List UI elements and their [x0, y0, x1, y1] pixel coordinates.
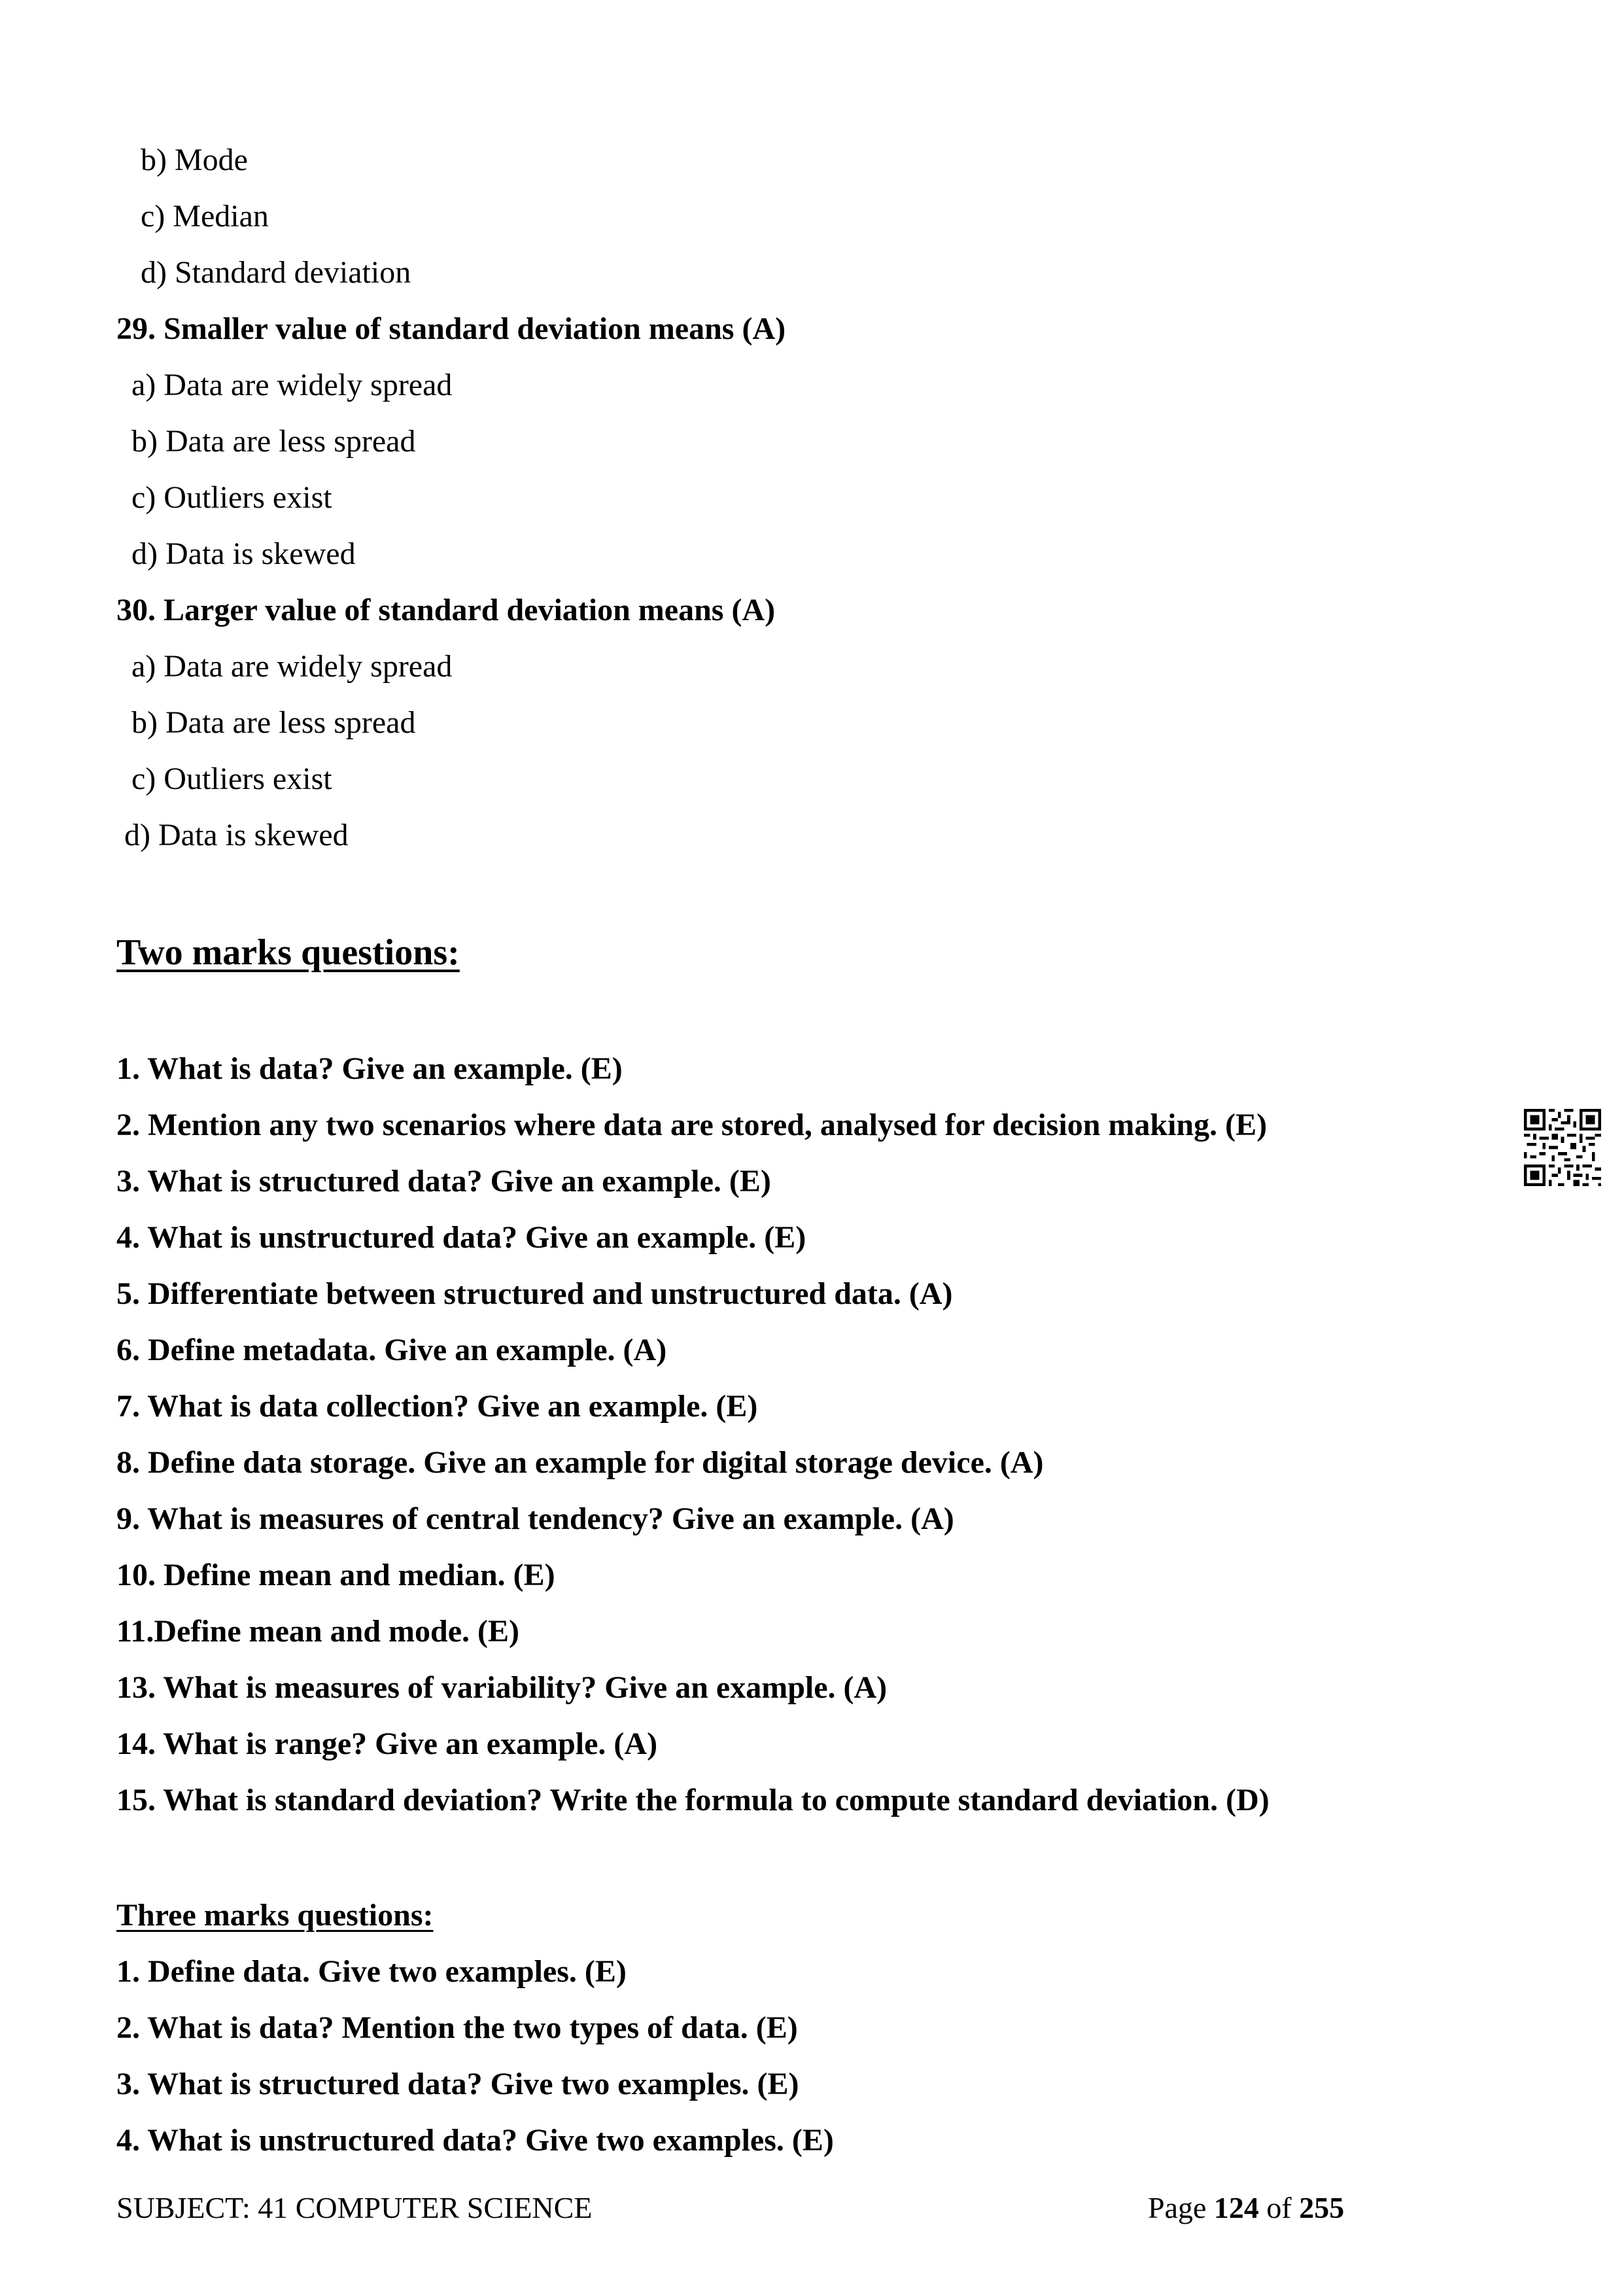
two-marks-q4: 4. What is unstructured data? Give an example. (E) — [116, 1220, 806, 1255]
three-marks-q4: 4. What is unstructured data? Give two examples. (E) — [116, 2123, 834, 2158]
two-marks-q6: 6. Define metadata. Give an example. (A) — [116, 1333, 667, 1367]
three-marks-q2: 2. What is data? Mention the two types of data. (E) — [116, 2010, 798, 2045]
two-marks-q5: 5. Differentiate between structured and unstructured data. (A) — [116, 1276, 953, 1311]
q29-option-b: b) Data are less spread — [131, 424, 416, 459]
q29-option-d: d) Data is skewed — [131, 536, 356, 571]
two-marks-q13: 13. What is measures of variability? Give an example. (A) — [116, 1670, 888, 1705]
q29-option-c: c) Outliers exist — [131, 480, 332, 515]
three-marks-q3: 3. What is structured data? Give two examples. (E) — [116, 2067, 799, 2101]
footer-subject: SUBJECT: 41 COMPUTER SCIENCE — [116, 2191, 593, 2224]
question-30: 30. Larger value of standard deviation means (A) — [116, 593, 776, 627]
q30-option-b: b) Data are less spread — [131, 705, 416, 740]
two-marks-q8: 8. Define data storage. Give an example for digital storage device. (A) — [116, 1445, 1044, 1480]
two-marks-q10: 10. Define mean and median. (E) — [116, 1558, 555, 1592]
qr-code-icon — [1524, 1109, 1601, 1186]
q30-option-d: d) Data is skewed — [124, 818, 349, 852]
two-marks-q15: 15. What is standard deviation? Write the formula to compute standard deviation. (D) — [116, 1783, 1270, 1817]
two-marks-q7: 7. What is data collection? Give an example. (E) — [116, 1389, 758, 1424]
q30-option-a: a) Data are widely spread — [131, 649, 453, 684]
q30-option-c: c) Outliers exist — [131, 762, 332, 796]
option-prev-b: b) Mode — [141, 143, 248, 177]
two-marks-q9: 9. What is measures of central tendency? Give an example. (A) — [116, 1501, 954, 1536]
two-marks-q14: 14. What is range? Give an example. (A) — [116, 1726, 658, 1761]
two-marks-q2: 2. Mention any two scenarios where data are stored, analysed for decision making. (E) — [116, 1108, 1268, 1142]
footer-page-indicator — [1148, 2188, 1344, 2228]
two-marks-heading: Two marks questions: — [116, 932, 460, 973]
footer-page-number: 124 — [1213, 2191, 1259, 2224]
three-marks-q1: 1. Define data. Give two examples. (E) — [116, 1954, 627, 1989]
two-marks-q3: 3. What is structured data? Give an example. (E) — [116, 1164, 771, 1199]
two-marks-q1: 1. What is data? Give an example. (E) — [116, 1051, 623, 1086]
footer-page-of: of — [1266, 2191, 1292, 2224]
two-marks-q11: 11.Define mean and mode. (E) — [116, 1614, 519, 1649]
option-prev-c: c) Median — [141, 199, 269, 234]
q29-option-a: a) Data are widely spread — [131, 368, 453, 402]
three-marks-heading: Three marks questions: — [116, 1898, 434, 1933]
footer-page-prefix: Page — [1148, 2191, 1207, 2224]
footer-page-total: 255 — [1299, 2191, 1345, 2224]
question-29: 29. Smaller value of standard deviation means (A) — [116, 311, 786, 346]
option-prev-d: d) Standard deviation — [141, 255, 411, 290]
